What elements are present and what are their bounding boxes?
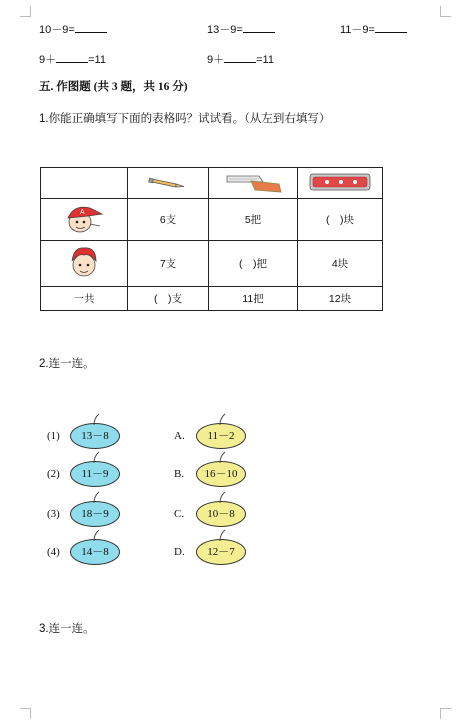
pencil-icon <box>128 168 209 199</box>
left-label-1: (1) <box>47 430 60 442</box>
question-1-prompt: 1.你能正确填写下面的表格吗？试试看。（从左到右填写） <box>39 113 331 125</box>
equation-5 <box>207 51 274 67</box>
equation-1 <box>39 21 107 37</box>
cell-r1-c3[interactable]: ( )块 <box>298 199 383 241</box>
equation-prefix: 9＋ <box>207 54 225 66</box>
left-bubble-4[interactable]: 14－8 <box>70 539 120 565</box>
left-label-3: (3) <box>47 508 60 520</box>
cell-r1-c1: 6支 <box>128 199 209 241</box>
cell-total-c3: 12块 <box>298 287 383 311</box>
right-bubble-d[interactable]: 12－7 <box>196 539 246 565</box>
cell-r2-c1: 7支 <box>128 241 209 287</box>
equation-2 <box>207 21 275 37</box>
equation-text: 10－9= <box>39 24 75 36</box>
answer-blank[interactable] <box>375 23 407 33</box>
svg-text:A: A <box>80 209 85 216</box>
left-label-2: (2) <box>47 468 60 480</box>
corner-mark-top-left <box>20 6 31 17</box>
equation-3 <box>340 21 407 37</box>
right-label-b: B. <box>174 468 185 480</box>
stem-icon <box>88 528 102 542</box>
cell-total-label: 一共 <box>41 287 128 311</box>
pencil-case-icon <box>298 168 383 199</box>
corner-mark-bottom-left <box>20 708 31 719</box>
cell-r2-c3: 4块 <box>298 241 383 287</box>
left-label-4: (4) <box>47 546 60 558</box>
question-3-prompt: 3.连一连。 <box>39 623 95 635</box>
fill-in-table <box>40 167 383 311</box>
right-label-d: D. <box>174 546 185 558</box>
right-bubble-a[interactable]: 11－2 <box>196 423 246 449</box>
equation-prefix: 9＋ <box>39 54 57 66</box>
cell-r1-c2: 5把 <box>209 199 298 241</box>
table-corner-cell <box>41 168 128 199</box>
stem-icon <box>88 490 102 504</box>
left-bubble-2[interactable]: 11－9 <box>70 461 120 487</box>
equation-text: 11－9= <box>340 24 375 36</box>
answer-blank[interactable] <box>56 53 88 63</box>
answer-blank[interactable] <box>75 23 107 33</box>
stem-icon <box>88 450 102 464</box>
equation-suffix: =11 <box>256 54 274 66</box>
right-label-a: A. <box>174 430 185 442</box>
equation-4 <box>39 51 106 67</box>
corner-mark-top-right <box>440 6 451 17</box>
stem-icon <box>214 450 228 464</box>
cell-total-c2: 11把 <box>209 287 298 311</box>
equation-suffix: =11 <box>88 54 106 66</box>
boy-with-red-hair-icon <box>41 241 128 287</box>
left-bubble-1[interactable]: 13－8 <box>70 423 120 449</box>
right-label-c: C. <box>174 508 185 520</box>
boy-with-cap-icon <box>41 199 128 241</box>
section-title: 五. 作图题 (共 3 题，共 16 分) <box>39 81 188 93</box>
cell-r2-c2[interactable]: ( )把 <box>209 241 298 287</box>
question-2-prompt: 2.连一连。 <box>39 358 95 370</box>
left-bubble-3[interactable]: 18－9 <box>70 501 120 527</box>
corner-mark-bottom-right <box>440 708 451 719</box>
stem-icon <box>214 528 228 542</box>
cell-total-c1[interactable]: ( )支 <box>128 287 209 311</box>
pencil-sharpener-icon <box>209 168 298 199</box>
equation-text: 13－9= <box>207 24 243 36</box>
right-bubble-b[interactable]: 16－10 <box>196 461 246 487</box>
answer-blank[interactable] <box>224 53 256 63</box>
right-bubble-c[interactable]: 10－8 <box>196 501 246 527</box>
stem-icon <box>214 412 228 426</box>
answer-blank[interactable] <box>243 23 275 33</box>
stem-icon <box>214 490 228 504</box>
stem-icon <box>88 412 102 426</box>
